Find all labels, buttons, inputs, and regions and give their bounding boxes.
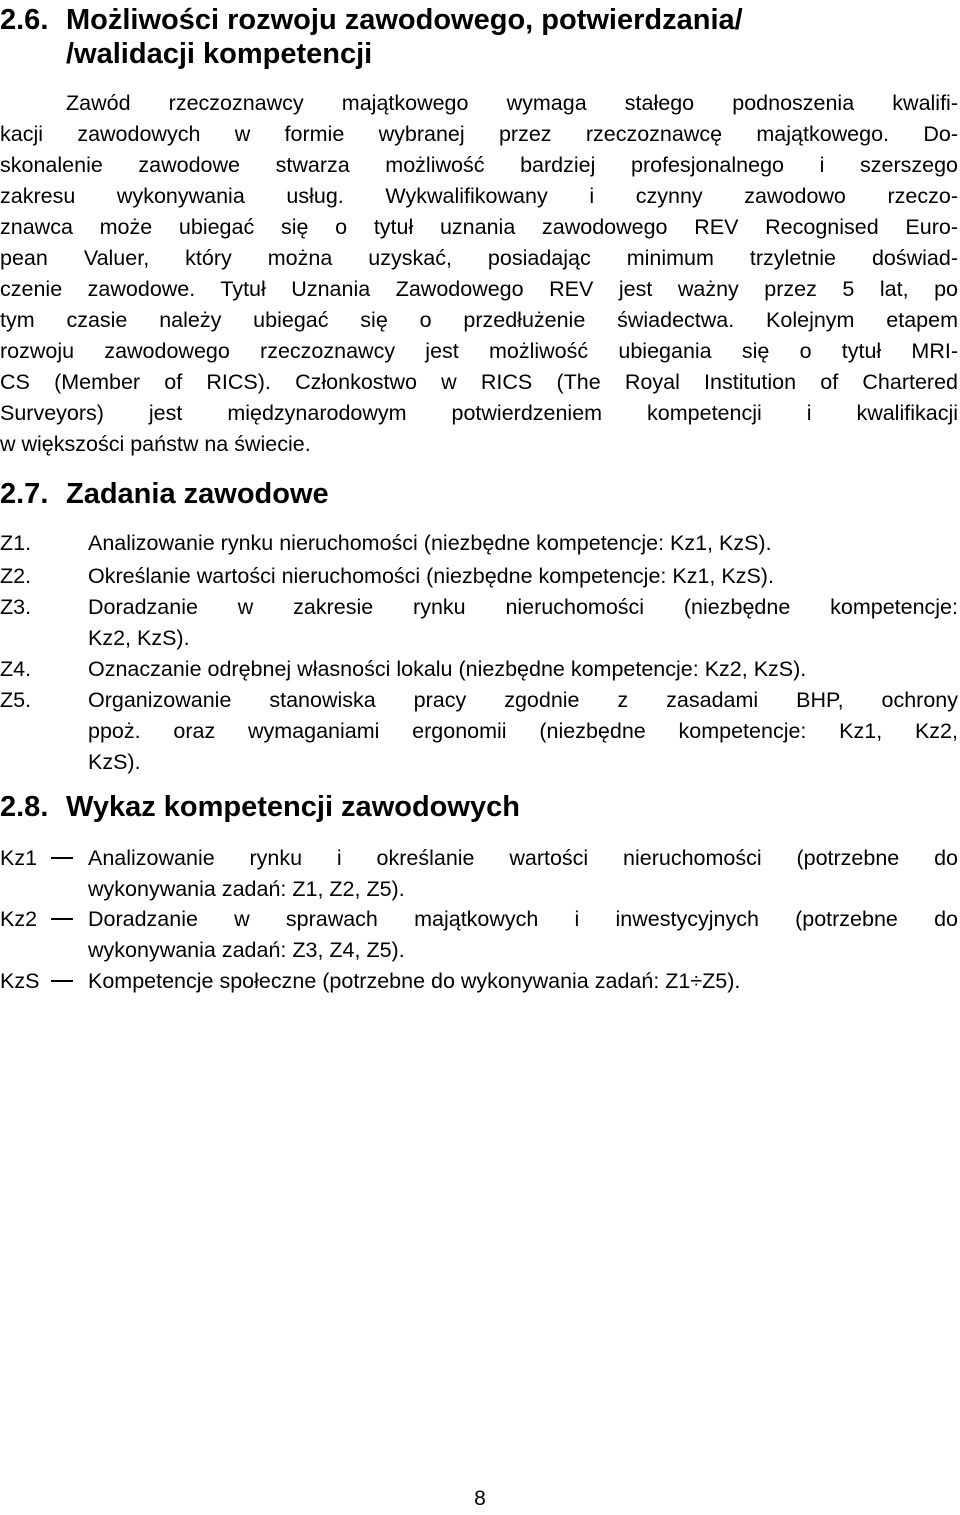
paragraph-line: znawca może ubiegać się o tytuł uznania zawodowego REV Recognised Euro- <box>0 215 958 239</box>
competency-label: Kz2 <box>0 907 38 931</box>
competency-text: Analizowanie rynku i określanie wartości nieruchomości (potrzebne do <box>88 846 958 870</box>
page-number: 8 <box>474 1487 486 1510</box>
paragraph-line: czenie zawodowe. Tytuł Uznania Zawodowego REV jest ważny przez 5 lat, po <box>0 277 958 301</box>
competency-text: wykonywania zadań: Z3, Z4, Z5). <box>88 938 405 962</box>
section-number: 2.7. <box>0 478 49 510</box>
competency-label: KzS <box>0 969 40 993</box>
task-text: Określanie wartości nieruchomości (niezbędne kompetencje: Kz1, KzS). <box>88 564 774 588</box>
section-2-6-paragraph <box>0 88 958 460</box>
section-number: 2.6. <box>0 4 49 36</box>
task-text: ppoż. oraz wymaganiami ergonomii (niezbędne kompetencje: Kz1, Kz2, <box>88 719 958 743</box>
task-text: Kz2, KzS). <box>88 626 190 650</box>
paragraph-line: Zawód rzeczoznawcy majątkowego wymaga stałego podnoszenia kwalifi- <box>66 91 958 115</box>
task-label: Z1. <box>0 531 32 555</box>
paragraph-line: CS (Member of RICS). Członkostwo w RICS (The Royal Institution of Chartered <box>0 370 958 394</box>
section-number: 2.8. <box>0 791 49 823</box>
task-label: Z2. <box>0 564 32 588</box>
competency-text: Kompetencje społeczne (potrzebne do wykonywania zadań: Z1÷Z5). <box>88 969 741 993</box>
paragraph-line: rozwoju zawodowego rzeczoznawcy jest możliwość ubiegania się o tytuł MRI- <box>0 339 958 363</box>
competency-text: Doradzanie w sprawach majątkowych i inwestycyjnych (potrzebne do <box>88 907 958 931</box>
competency-label: Kz1 <box>0 846 38 870</box>
task-label: Z4. <box>0 657 32 681</box>
section-title: Wykaz kompetencji zawodowych <box>66 791 520 823</box>
task-text: KzS). <box>88 750 141 774</box>
dash-separator <box>51 980 73 982</box>
section-title-line2: /walidacji kompetencji <box>66 38 373 70</box>
dash-separator <box>51 918 73 920</box>
paragraph-line: kacji zawodowych w formie wybranej przez rzeczoznawcę majątkowego. Do- <box>0 122 958 146</box>
dash-separator <box>51 857 73 859</box>
task-text: Analizowanie rynku nieruchomości (niezbędne kompetencje: Kz1, KzS). <box>88 531 772 555</box>
section-title: Zadania zawodowe <box>66 478 329 510</box>
task-label: Z3. <box>0 595 32 619</box>
task-text: Oznaczanie odrębnej własności lokalu (niezbędne kompetencje: Kz2, KzS). <box>88 657 807 681</box>
paragraph-line: pean Valuer, który można uzyskać, posiadając minimum trzyletnie doświad- <box>0 246 958 270</box>
section-title-line1: Możliwości rozwoju zawodowego, potwierdzania/ <box>66 4 743 36</box>
paragraph-line: tym czasie należy ubiegać się o przedłużenie świadectwa. Kolejnym etapem <box>0 308 958 332</box>
competency-text: wykonywania zadań: Z1, Z2, Z5). <box>88 877 405 901</box>
task-text: Doradzanie w zakresie rynku nieruchomości (niezbędne kompetencje: <box>88 595 958 619</box>
paragraph-line: Surveyors) jest międzynarodowym potwierdzeniem kompetencji i kwalifikacji <box>0 401 958 425</box>
task-text: Organizowanie stanowiska pracy zgodnie z zasadami BHP, ochrony <box>88 688 958 712</box>
paragraph-line: w większości państw na świecie. <box>0 432 311 456</box>
paragraph-line: zakresu wykonywania usług. Wykwalifikowany i czynny zawodowo rzeczo- <box>0 184 958 208</box>
paragraph-line: skonalenie zawodowe stwarza możliwość bardziej profesjonalnego i szerszego <box>0 153 958 177</box>
task-label: Z5. <box>0 688 32 712</box>
